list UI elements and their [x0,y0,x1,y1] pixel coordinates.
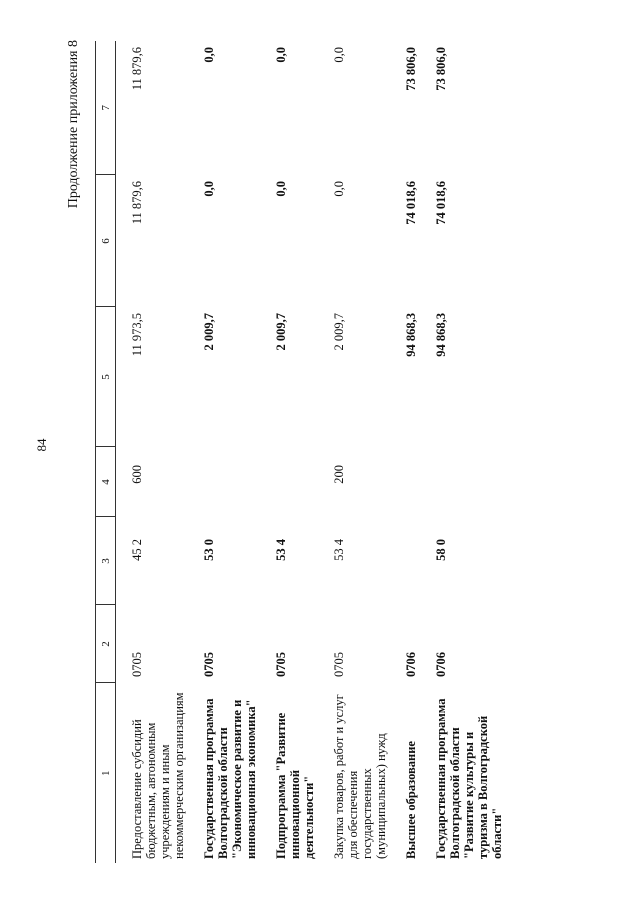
amount-cell-7: 0,0 [202,47,216,63]
amount-cell-7: 11 879,6 [130,47,144,91]
column-header-5: 5 [96,307,116,447]
expense-type-cell [260,447,318,517]
section-code-cell: 0706 [434,652,448,677]
program-code-cell: 53 0 [202,539,216,561]
amount-cell-6: 0,0 [202,181,216,197]
row-title: Государственная программа Волгоградской области "Развитие культуры и туризма в Волгоградской области" [434,698,504,859]
expense-type-cell: 200 [332,465,346,484]
amount-cell-7: 73 806,0 [434,47,448,91]
amount-cell-6: 0,0 [274,181,288,197]
section-code-cell: 0705 [274,652,288,677]
column-header-2: 2 [96,605,116,683]
column-header-7: 7 [96,41,116,175]
table-row [390,41,420,863]
table-row [318,41,390,863]
table-row [116,41,189,863]
row-title: Высшее образование [404,741,418,859]
column-header-4: 4 [96,447,116,517]
amount-cell-7: 0,0 [332,47,346,63]
table-row [188,41,260,863]
program-code-cell: 53 4 [274,539,288,561]
section-code-cell: 0705 [202,652,216,677]
table-row [420,41,506,863]
amount-cell-6: 0,0 [332,181,346,197]
amount-cell-5: 94 868,3 [434,313,448,357]
expense-type-cell [390,447,420,517]
amount-cell-7: 0,0 [274,47,288,63]
column-number-header-row [96,41,116,863]
column-header-3: 3 [96,517,116,605]
appendix-continuation-caption: Продолжение приложения 8 [66,40,81,209]
budget-appendix-table [95,41,506,863]
amount-cell-5: 2 009,7 [332,313,346,351]
section-code-cell: 0705 [130,652,144,677]
amount-cell-6: 11 879,6 [130,181,144,225]
row-title: Предоставление субсидий бюджетным, автономным учреждениям и иным некоммерческим организациям [130,692,186,859]
expense-type-cell: 600 [130,465,144,484]
section-code-cell: 0705 [332,652,346,677]
amount-cell-5: 94 868,3 [404,313,418,357]
amount-cell-5: 11 973,5 [130,313,144,357]
amount-cell-6: 74 018,6 [404,181,418,225]
expense-type-cell [420,447,506,517]
row-title: Государственная программа Волгоградской области "Экономическое развитие и инновационная экономика" [202,698,258,859]
row-title: Подпрограмма "Развитие инновационной деятельности" [274,712,316,859]
program-code-cell: 58 0 [434,539,448,561]
column-header-6: 6 [96,175,116,307]
program-code-cell: 45 2 [130,539,144,561]
section-code-cell: 0706 [404,652,418,677]
expense-type-cell [188,447,260,517]
column-header-1: 1 [96,683,116,863]
table-row [260,41,318,863]
amount-cell-7: 73 806,0 [404,47,418,91]
program-code-cell: 53 4 [332,539,346,561]
row-title: Закупка товаров, работ и услуг для обеспечения государственных (муниципальных) нужд [332,694,388,859]
amount-cell-5: 2 009,7 [202,313,216,351]
amount-cell-5: 2 009,7 [274,313,288,351]
amount-cell-6: 74 018,6 [434,181,448,225]
program-code-cell [390,517,420,605]
page-number: 84 [34,438,49,452]
